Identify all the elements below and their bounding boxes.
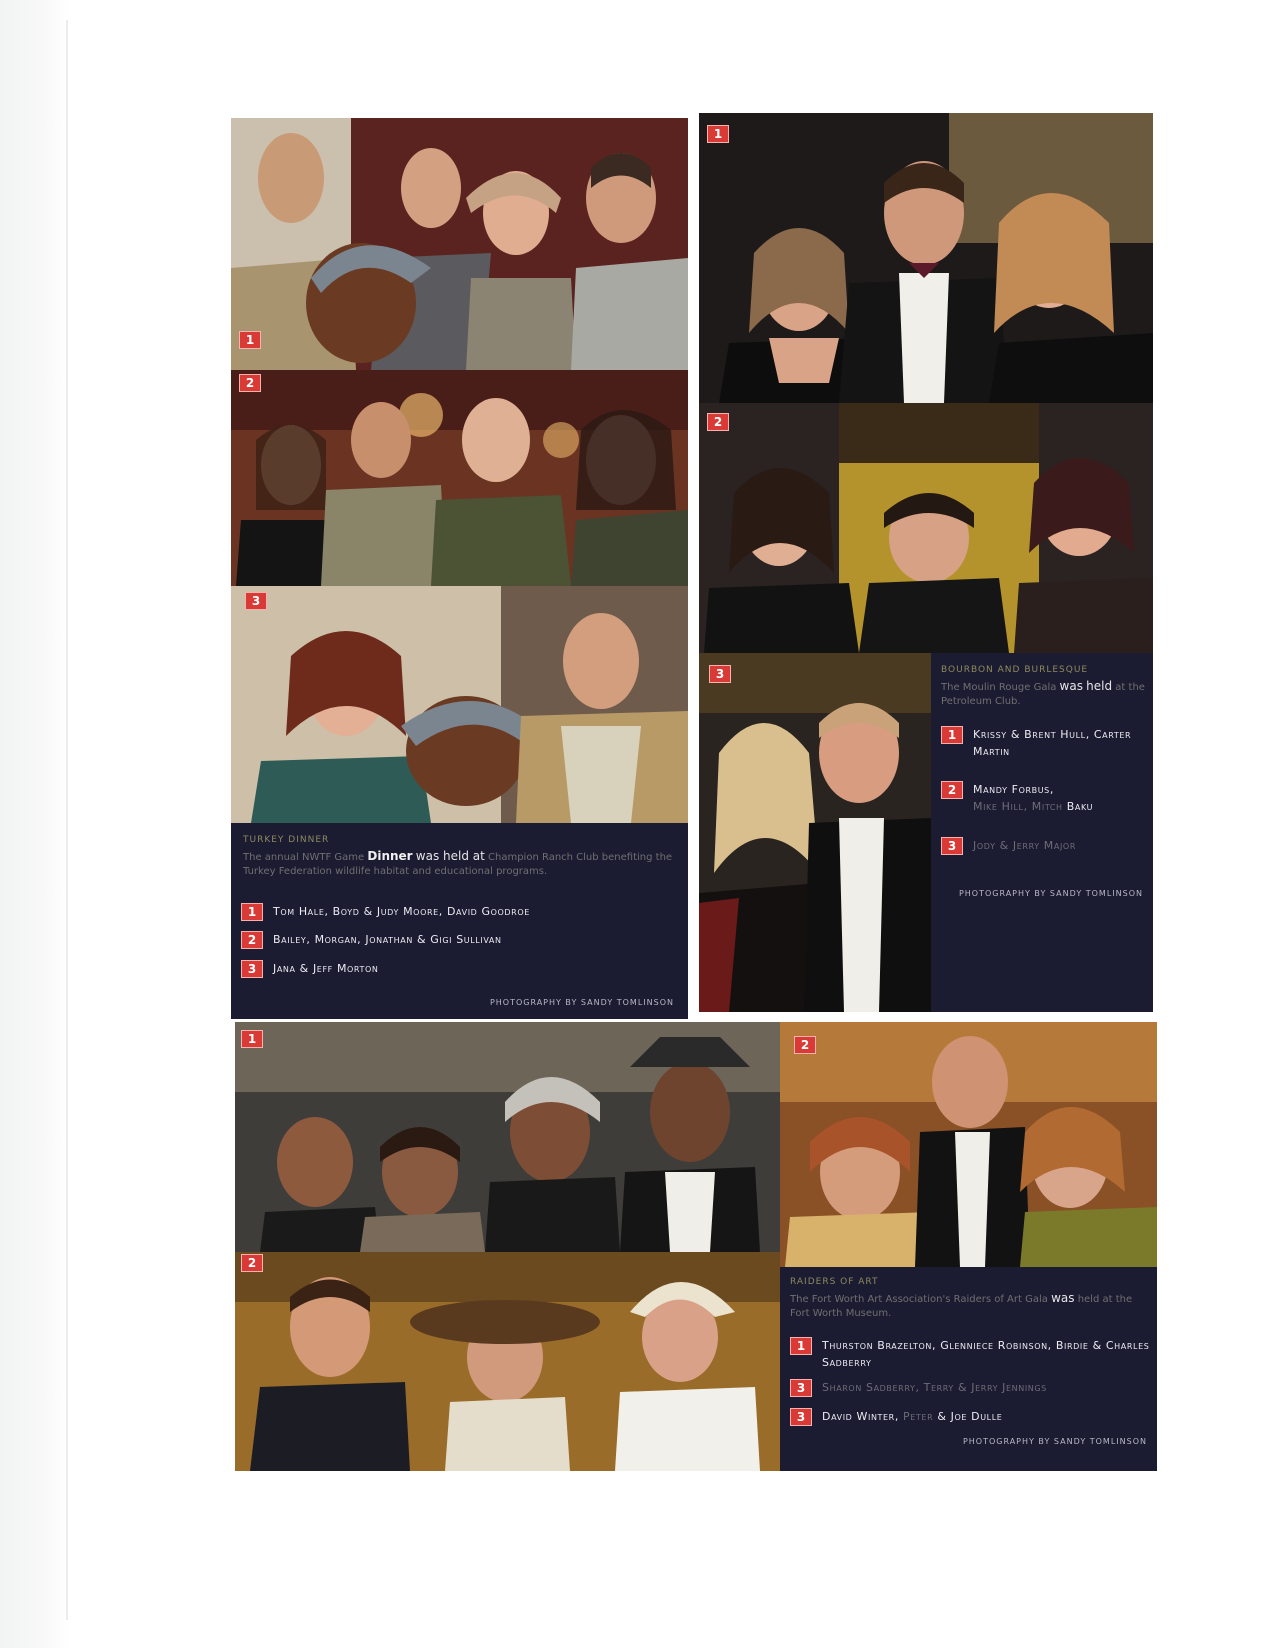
intro-was: was	[1059, 679, 1083, 693]
caption-entry	[790, 1379, 1150, 1397]
scan-margin	[0, 0, 70, 1648]
entry-number-badge: 3	[941, 837, 963, 855]
entry-names: Bailey, Morgan, Jonathan & Gigi Sullivan	[273, 933, 502, 946]
entry-number-badge: 3	[790, 1408, 812, 1426]
photo-number-badge: 2	[794, 1036, 816, 1054]
caption-entry	[941, 726, 1145, 760]
entry-number-badge: 1	[790, 1337, 812, 1355]
raiders-of-art-panel	[235, 1022, 1157, 1471]
intro-rest: Champion Ranch Club benefiting the Turkey Federation wildlife habitat and educational programs.	[243, 852, 673, 877]
entry-number-badge: 3	[241, 960, 263, 978]
intro-was: was	[1051, 1291, 1075, 1305]
photo-number-badge: 3	[245, 592, 267, 610]
photo-credit: PHOTOGRAPHY BY SANDY TOMLINSON	[489, 998, 674, 1007]
entry-names	[973, 781, 1093, 815]
photo-2	[231, 370, 688, 586]
caption-entry	[941, 781, 1145, 815]
entry-name-lit: David Winter,	[822, 1410, 899, 1423]
intro-dim: The Moulin Rouge Gala	[941, 682, 1057, 693]
entry-name-lit: Mandy Forbus,	[973, 783, 1054, 796]
entry-name-dim: Sharon Sadberry, Terry & Jerry Jennings	[822, 1381, 1047, 1394]
caption-entry	[790, 1408, 1150, 1426]
entry-number-badge: 2	[241, 931, 263, 949]
entry-name-lit: Baku	[1066, 800, 1094, 813]
caption-entry	[241, 931, 502, 949]
intro-bold: Dinner	[367, 849, 413, 863]
photo-number-badge: 2	[707, 413, 729, 431]
photo-2	[780, 1022, 1157, 1267]
entry-number-badge: 2	[941, 781, 963, 799]
entry-names: Krissy & Brent Hull, Carter Martin	[973, 728, 1132, 758]
entry-number-badge: 1	[941, 726, 963, 744]
entry-names	[973, 837, 1076, 854]
intro-held: held	[1086, 679, 1113, 693]
entry-name-dim: Mike Hill, Mitch	[973, 800, 1063, 813]
caption-header: BOURBON AND BURLESQUE	[941, 665, 1089, 675]
photo-number-badge: 3	[709, 665, 731, 683]
scan-fold-line	[66, 20, 68, 1620]
caption-box	[231, 823, 688, 1019]
caption-intro	[941, 679, 1145, 709]
entry-number-badge: 1	[241, 903, 263, 921]
entry-name-dim: Peter	[903, 1410, 934, 1423]
photo-1	[235, 1022, 780, 1252]
entry-names: Thurston Brazelton, Glenniece Robinson, Birdie & Charles Sadberry	[822, 1339, 1150, 1369]
photo-3	[231, 586, 688, 823]
photo-1	[231, 118, 688, 370]
photo-2	[699, 403, 1153, 653]
caption-entry	[941, 837, 1145, 855]
intro-mid: was held at	[415, 849, 485, 863]
entry-names	[822, 1408, 1002, 1425]
turkey-dinner-panel	[231, 118, 688, 1019]
moulin-rouge-panel	[699, 113, 1153, 1012]
photo-1	[699, 113, 1153, 403]
caption-header: TURKEY DINNER	[243, 835, 330, 845]
photo-number-badge: 1	[239, 331, 261, 349]
entry-names	[822, 1379, 1047, 1396]
entry-names: Tom Hale, Boyd & Judy Moore, David Goodroe	[273, 905, 530, 918]
photo-3	[235, 1252, 780, 1471]
caption-box	[780, 1267, 1157, 1471]
entry-number-badge: 3	[790, 1379, 812, 1397]
caption-entry	[790, 1337, 1150, 1371]
photo-number-badge: 1	[707, 125, 729, 143]
photo-number-badge: 1	[241, 1030, 263, 1048]
photo-number-badge: 2	[239, 374, 261, 392]
photo-credit: PHOTOGRAPHY BY SANDY TOMLINSON	[958, 889, 1143, 898]
intro-dim: The Fort Worth Art Association's Raiders of Art Gala	[790, 1294, 1048, 1305]
entry-name-lit: & Joe Dulle	[937, 1410, 1003, 1423]
photo-number-badge: 2	[241, 1254, 263, 1272]
caption-intro	[243, 849, 675, 879]
photo-3	[699, 653, 931, 1012]
intro-pre: The annual NWTF Game	[243, 852, 365, 863]
caption-entry	[241, 903, 530, 921]
intro-dim-end: at the Petroleum Club.	[941, 682, 1145, 707]
entry-name-dim: Jody & Jerry Major	[973, 839, 1076, 852]
photo-credit: PHOTOGRAPHY BY SANDY TOMLINSON	[962, 1437, 1147, 1446]
caption-entry	[241, 960, 378, 978]
caption-box	[931, 653, 1153, 1012]
entry-names: Jana & Jeff Morton	[273, 962, 379, 975]
intro-dim-end: held at the Fort Worth Museum.	[790, 1294, 1133, 1319]
caption-intro	[790, 1291, 1150, 1321]
caption-header: RAIDERS OF ART	[790, 1277, 879, 1287]
